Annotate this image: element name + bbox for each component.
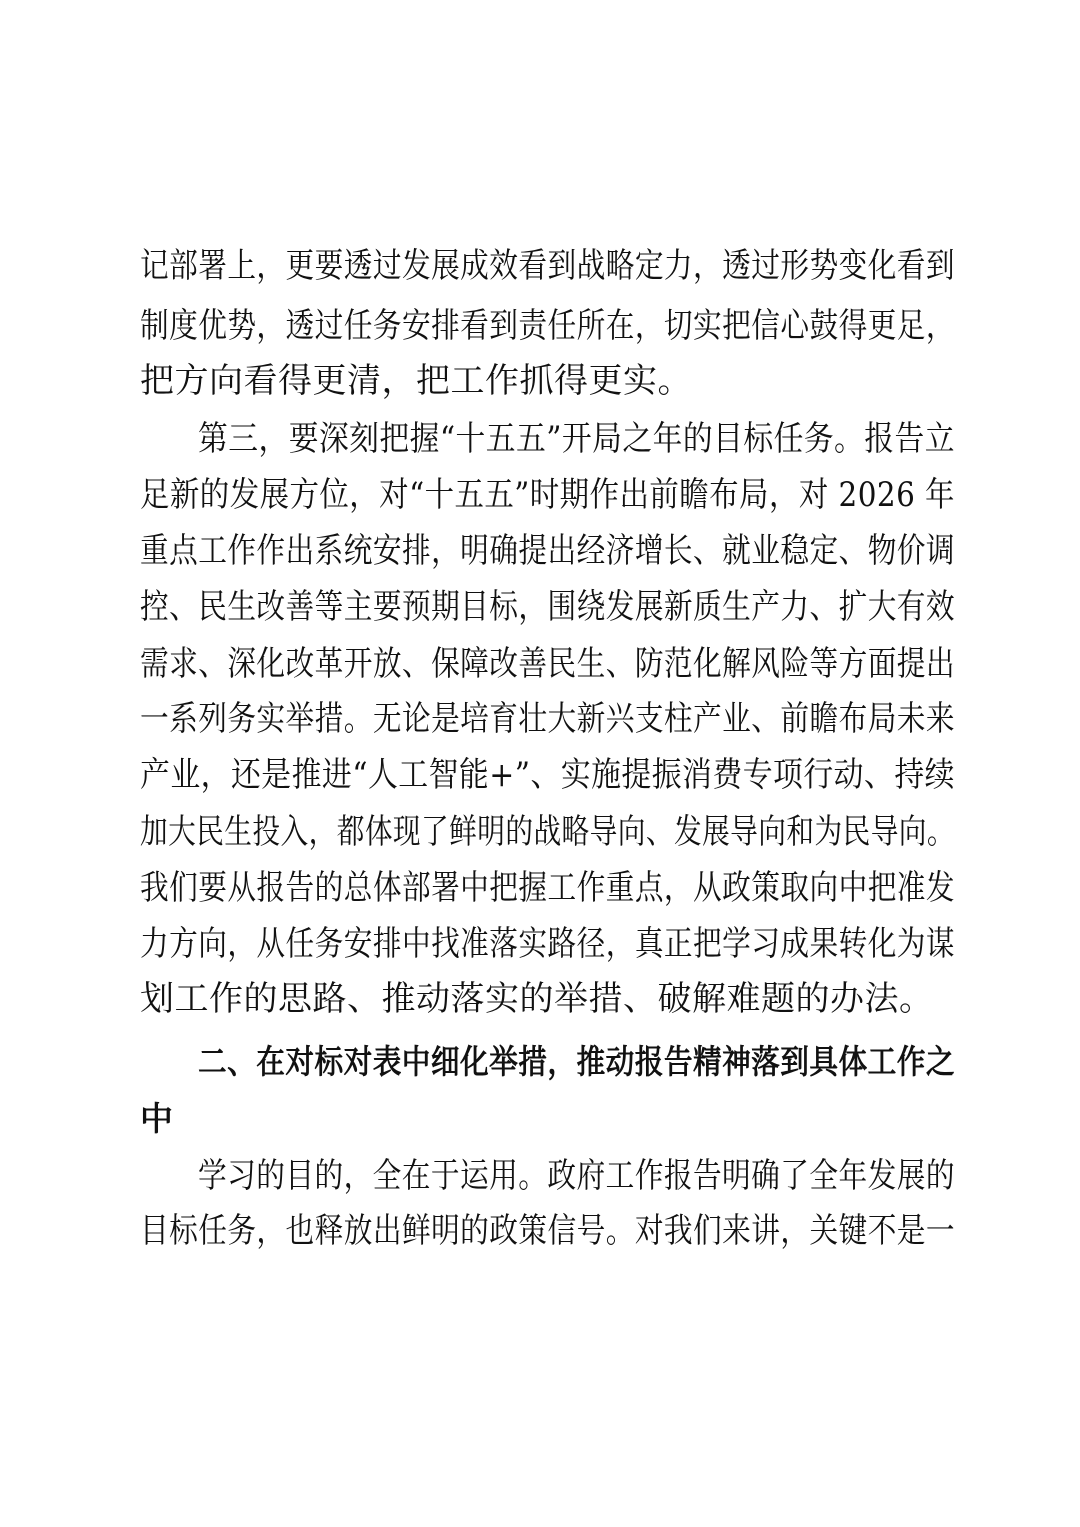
text-line <box>0 300 1080 360</box>
text-line <box>0 918 1080 978</box>
text-line-content: 学习的目的，全在于运用。政府工作报告明确了全年发展的 <box>198 1156 955 1196</box>
text-line <box>0 862 1080 922</box>
text-line-content: 足新的发展方位，对“十五五”时期作出前瞻布局，对 2026 年 <box>140 475 955 515</box>
text-line <box>0 525 1080 585</box>
section-heading-text: 中 <box>140 1099 174 1138</box>
text-line-content: 第三，要深刻把握“十五五”开局之年的目标任务。报告立 <box>198 419 956 459</box>
text-line-content: 一系列务实举措。无论是培育壮大新兴支柱产业、前瞻布局未来 <box>140 699 956 739</box>
text-line <box>0 355 1080 415</box>
text-line-content: 控、民生改善等主要预期目标，围绕发展新质生产力、扩大有效 <box>140 587 956 627</box>
paragraph-first-line <box>0 1150 1080 1210</box>
text-line-content: 产业，还是推进“人工智能+”、实施提振消费专项行动、持续 <box>140 755 955 795</box>
text-line-content: 重点工作作出系统安排，明确提出经济增长、就业稳定、物价调 <box>140 531 956 571</box>
text-line-content: 划工作的思路、推动落实的举措、破解难题的办法。 <box>140 979 934 1019</box>
text-line-content: 我们要从报告的总体部署中把握工作重点，从政策取向中把准发 <box>140 868 956 908</box>
text-line <box>0 749 1080 809</box>
text-line <box>0 973 1080 1033</box>
text-line-content: 加大民生投入，都体现了鲜明的战略导向、发展导向和为民导向。 <box>140 812 956 852</box>
paragraph-first-line <box>0 413 1080 473</box>
text-line-content: 需求、深化改革开放、保障改善民生、防范化解风险等方面提出 <box>140 644 956 684</box>
text-line-content: 把方向看得更清，把工作抓得更实。 <box>140 361 692 401</box>
text-line <box>0 240 1080 300</box>
text-line <box>0 1205 1080 1265</box>
text-line <box>0 638 1080 698</box>
text-line <box>0 469 1080 529</box>
text-line-content: 力方向，从任务安排中找准落实路径，真正把学习成果转化为谋 <box>140 924 956 964</box>
section-heading <box>0 1036 1080 1096</box>
text-line <box>0 806 1080 866</box>
text-line <box>0 581 1080 641</box>
text-line-content: 制度优势，透过任务安排看到责任所在，切实把信心鼓得更足， <box>140 306 956 346</box>
text-line <box>0 693 1080 753</box>
section-heading <box>0 1093 1080 1153</box>
text-line-content: 记部署上，更要透过发展成效看到战略定力，透过形势变化看到 <box>140 246 956 286</box>
text-line-content: 目标任务，也释放出鲜明的政策信号。对我们来讲，关键不是一 <box>140 1211 956 1251</box>
section-heading-text: 二、在对标对表中细化举措，推动报告精神落到具体工作之 <box>198 1042 955 1081</box>
